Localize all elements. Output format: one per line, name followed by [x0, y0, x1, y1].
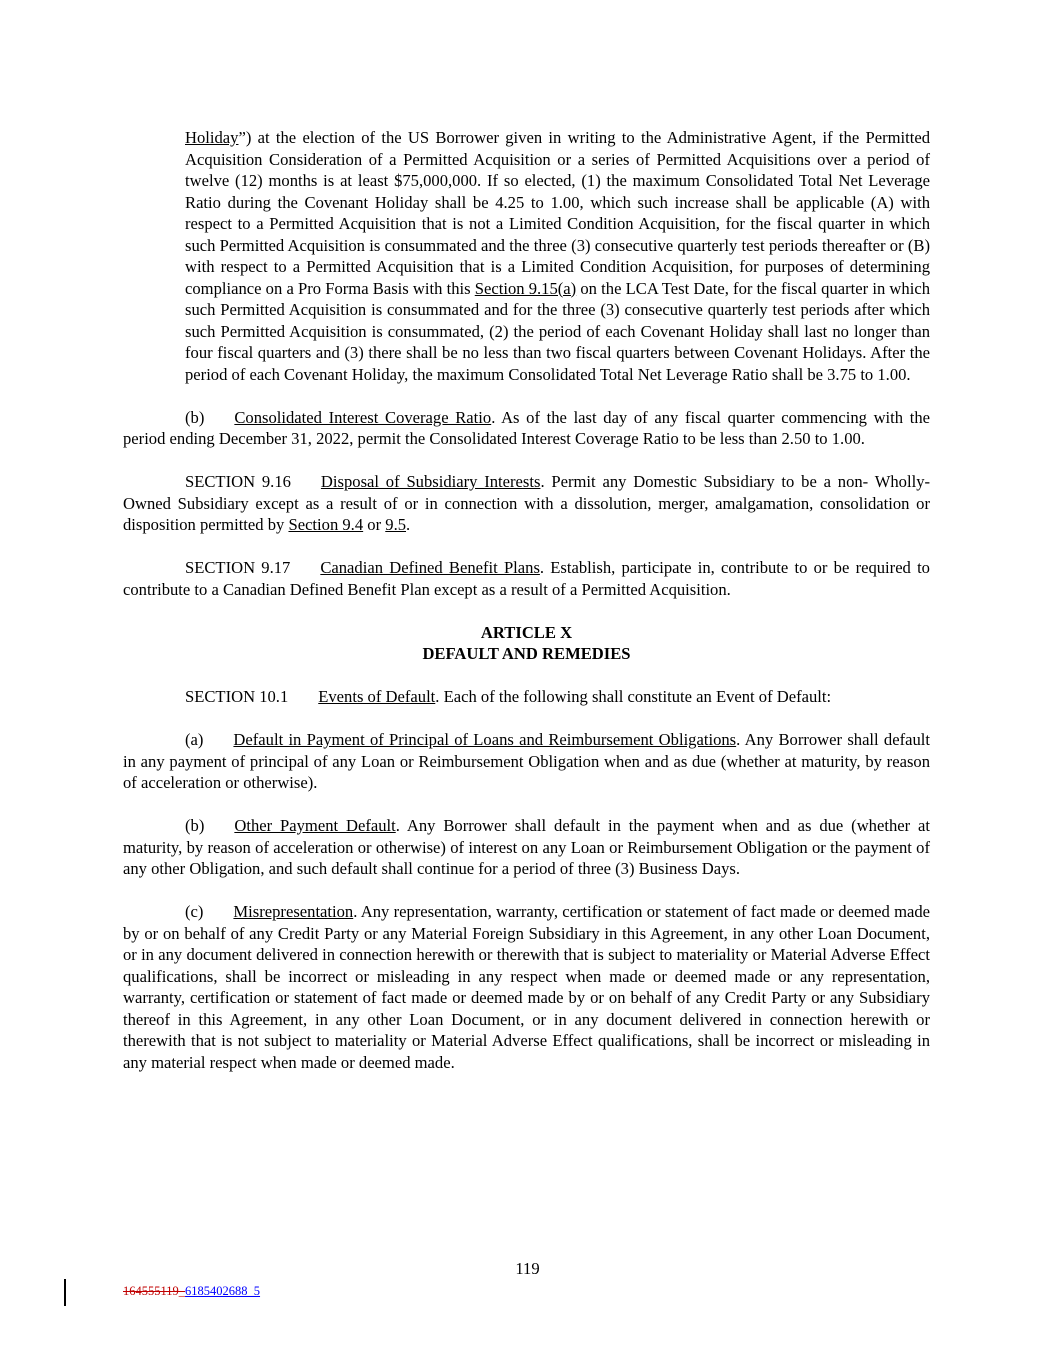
text-segment: SECTION 10.1 — [185, 687, 289, 706]
footer-inserted-doc-id: 6185402688_5 — [185, 1284, 261, 1298]
text-segment: (c) — [185, 902, 204, 921]
text-segment: Default in Payment of Principal of Loans and Reimbursement Obligations — [233, 730, 737, 749]
text-segment: ARTICLE X — [480, 622, 573, 642]
text-segment: . Any representation, warranty, certification or statement of fact made or deemed made by or on behalf of any Credit Party or any Material Foreign Subsidiary in this Agreement, in any other Loan Document, or in any document delivered in connection herewith or therewith that is subject to materiality or Material Adverse Effect qualifications, shall be incorrect or misleading in any respect when made or deemed made or any representation, warranty, certification or statement of fact made or deemed made by or on behalf of any Credit Party or any Subsidiary thereof in this Agreement, in any other Loan Document, or in any document delivered in connection herewith or therewith that is not subject to materiality or Material Adverse Effect qualifications, shall be incorrect or misleading in any material respect when made or deemed made. — [123, 902, 930, 1072]
paragraph-covenant-holiday — [185, 127, 930, 385]
text-segment: SECTION 9.16 — [185, 472, 291, 491]
paragraph-10-1-c-misrepresentation — [123, 901, 930, 1073]
paragraph-section-9-17-canadian-defined-benefit-plans — [123, 557, 930, 600]
text-segment: Canadian Defined Benefit Plans — [320, 558, 540, 577]
footer-deleted-doc-id: 164555119_ — [123, 1284, 186, 1298]
text-segment: . Any Borrower shall default in the payment when and as due (whether at maturity, by reason of acceleration or otherwise) of interest on any Loan or Reimbursement Obligation or the payment of any other Obligation, and such default shall continue for a period of three (3) Business Days. — [123, 816, 931, 878]
text-segment: (b) — [185, 816, 205, 835]
text-segment: . — [406, 515, 411, 534]
text-segment: 9.5 — [385, 515, 407, 534]
paragraph-10-1-b-other-payment-default — [123, 815, 930, 880]
text-segment: Holiday — [185, 128, 239, 147]
text-segment: Section 9.4 — [288, 515, 364, 534]
paragraph-10-1-a-default-in-payment — [123, 729, 930, 794]
text-segment: Consolidated Interest Coverage Ratio — [234, 407, 492, 427]
text-segment: SECTION 9.17 — [185, 558, 291, 577]
text-segment: DEFAULT AND REMEDIES — [422, 644, 631, 663]
text-segment: Events of Default — [318, 687, 436, 706]
paragraph-9-15-b-consolidated-interest-coverage-ratio — [123, 407, 930, 450]
paragraph-section-10-1-events-of-default — [123, 686, 930, 708]
text-segment: . Permit any Domestic Subsidiary to be a non- Wholly-Owned Subsidiary except as a result of or in connection with a dissolution, merger, amalgamation, consolidation or disposition permitted by — [123, 472, 931, 534]
text-segment: Other Payment Default — [234, 816, 396, 835]
text-segment: . Any Borrower shall default in any payment of principal of any Loan or Reimbursement Obligation when and as due (whether at maturity, by reason of acceleration or otherwise). — [123, 730, 930, 792]
change-bar — [64, 1279, 66, 1306]
text-segment: Section 9.15(a) — [474, 278, 577, 298]
text-segment: . As of the last day of any fiscal quarter commencing with the period ending December 31, 2022, permit the Consolidated Interest Coverage Ratio to be less than 2.50 to 1.00. — [123, 407, 930, 448]
text-segment: . Each of the following shall constitute an Event of Default: — [435, 687, 832, 706]
footer-doc-id — [123, 1284, 260, 1299]
text-segment: (a) — [185, 730, 204, 749]
page-number: 119 — [515, 1259, 540, 1278]
heading-default-and-remedies — [123, 643, 930, 665]
text-segment: on the LCA Test Date, for the fiscal quarter in which such Permitted Acquisition is consummated and for the three (3) consecutive quarterly test periods after which such Permitted Acquisition is consummated, (2) the period of each Covenant Holiday shall last no longer than four fiscal quarters and (3) there shall be no less than two fiscal quarters between Covenant Holidays. After the period of each Covenant Holiday, the maximum Consolidated Total Net Leverage Ratio shall be 3.75 to 1.00. — [185, 278, 930, 384]
heading-article-x — [123, 622, 930, 644]
text-segment: (b) — [185, 407, 205, 427]
paragraph-section-9-16-disposal-of-subsidiary-interests — [123, 471, 930, 536]
text-segment: Disposal of Subsidiary Interests — [320, 472, 541, 491]
text-segment: Misrepresentation — [233, 902, 354, 921]
text-segment: or — [363, 515, 386, 534]
text-segment: ”) at the election of the US Borrower given in writing to the Administrative Agent, if the Permitted Acquisition Consideration of a Permitted Acquisition or a series of Permitted Acquisitions over a period of twelve (12) months is at least $75,000,000. If so elected, (1) the maximum Consolidated Total Net Leverage Ratio during the Covenant Holiday shall be 4.25 to 1.00, which such increase shall be applicable (A) with respect to a Permitted Acquisition that is not a Limited Condition Acquisition, for the fiscal quarter in which such Permitted Acquisition is consummated and the three (3) consecutive quarterly test periods thereafter or (B) with respect to a Permitted Acquisition that is a Limited Condition Acquisition, for purposes of determining compliance on a Pro Forma Basis with this — [185, 128, 930, 298]
text-segment: . Establish, participate in, contribute to or be required to contribute to a Canadian Defined Benefit Plan except as a result of a Permitted Acquisition. — [123, 558, 930, 599]
